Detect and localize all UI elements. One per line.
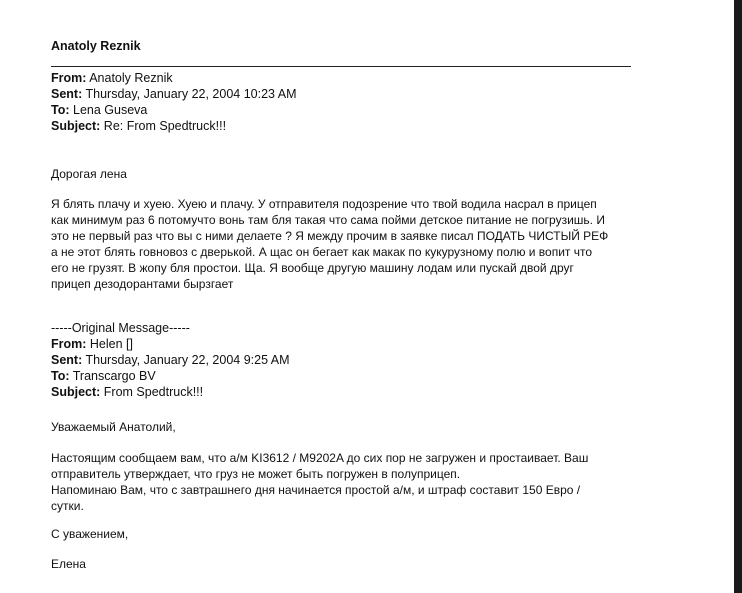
reply-from-row — [51, 70, 173, 86]
reply-sent-row — [51, 86, 297, 102]
to-value: Transcargo BV — [72, 369, 156, 383]
reply-body-line: это не первый раз что вы с ними делаете ? Я между прочим в заявке писал ПОДАТЬ ЧИСТЫЙ РЕФ — [51, 229, 609, 243]
to-label: To: — [51, 103, 70, 117]
header-divider-line — [51, 66, 631, 67]
original-body-line: сутки. — [51, 499, 84, 513]
reply-body-line: прицеп дезодорантами бырзгает — [51, 277, 234, 291]
reply-subject-row — [51, 118, 226, 134]
original-subject-row — [51, 384, 203, 400]
original-sent-row — [51, 352, 290, 368]
sender-name-heading: Anatoly Reznik — [51, 39, 141, 53]
from-label: From: — [51, 337, 87, 351]
subject-value: From Spedtruck!!! — [103, 385, 204, 399]
reply-body-line: его не грузят. В жопу бля простои. Ща. Я вообще другую машину лодам или пускай двой друг — [51, 261, 574, 275]
from-value: Anatoly Reznik — [89, 71, 173, 85]
original-body-line: Напоминаю Вам, что с завтрашнего дня начинается простой а/м, и штраф составит 150 Евро / — [51, 483, 581, 497]
reply-to-row — [51, 102, 147, 118]
subject-label: Subject: — [51, 385, 101, 399]
original-body-line: Настоящим сообщаем вам, что а/м KI3612 / M9202A до сих пор не загружен и простаивает. Ваш — [51, 451, 589, 465]
original-body-line: отправитель утверждает, что груз не может быть погружен в полуприцеп. — [51, 467, 461, 481]
sent-value: Thursday, January 22, 2004 10:23 AM — [85, 87, 297, 101]
reply-greeting: Дорогая лена — [51, 167, 127, 181]
scan-edge-shadow — [734, 0, 742, 593]
to-value: Lena Guseva — [73, 103, 148, 117]
to-label: To: — [51, 369, 70, 383]
original-from-row — [51, 336, 133, 352]
sent-label: Sent: — [51, 87, 83, 101]
from-value: Helen [] — [89, 337, 133, 351]
reply-body-line: Я блять плачу и хуею. Хуею и плачу. У отправителя подозрение что твой водила насрал в прицеп — [51, 197, 597, 211]
subject-value: Re: From Spedtruck!!! — [103, 119, 227, 133]
reply-body-line: как минимум раз 6 потомучто вонь там бля такая что сама пойми детское питание не погрузишь. И — [51, 213, 605, 227]
original-greeting: Уважаемый Анатолий, — [51, 420, 176, 434]
from-label: From: — [51, 71, 87, 85]
original-closing: С уважением, — [51, 527, 129, 541]
original-signature: Елена — [51, 557, 86, 571]
original-to-row — [51, 368, 156, 384]
original-message-divider: -----Original Message----- — [51, 321, 190, 335]
subject-label: Subject: — [51, 119, 101, 133]
sent-label: Sent: — [51, 353, 83, 367]
sent-value: Thursday, January 22, 2004 9:25 AM — [85, 353, 290, 367]
reply-body-line: а не этот блять говновоз с дверькой. А щас он бегает как макак по кукурузному полю и вопит что — [51, 245, 593, 259]
